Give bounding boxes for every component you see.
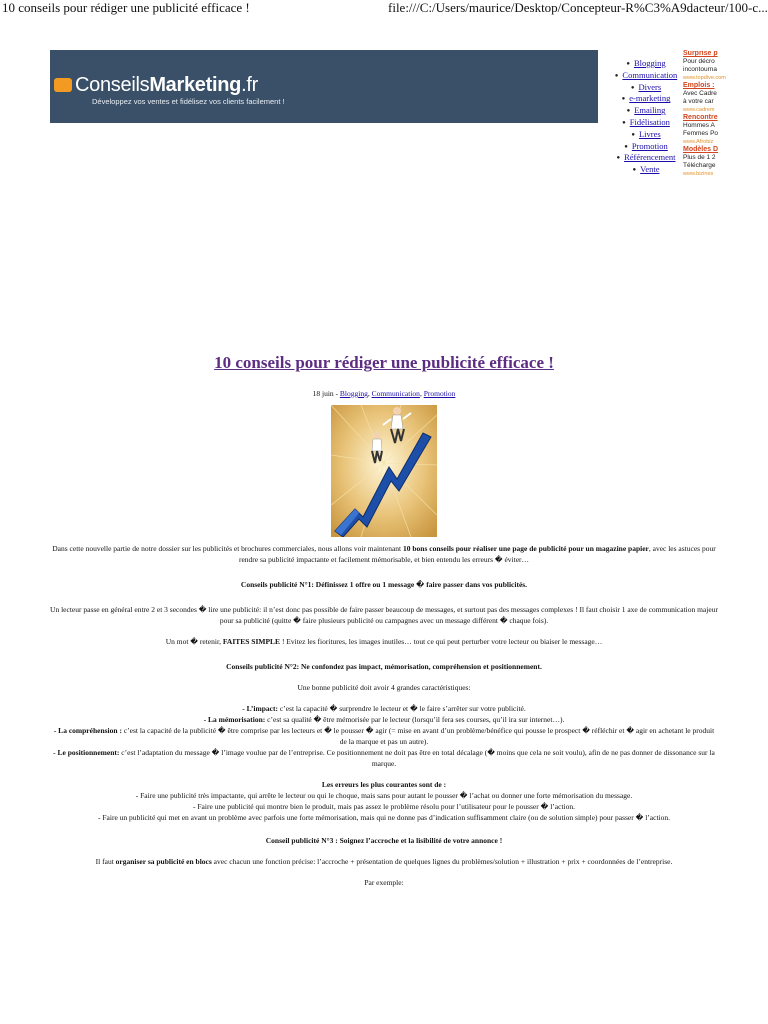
category-list [608,58,684,176]
ad-text: à votre car [683,98,714,105]
intro-paragraph [50,543,718,565]
ad-url[interactable]: www.topdive.com [683,75,726,81]
tag-link[interactable]: Blogging [339,389,368,398]
paragraph-text: ! Evitez les fioritures, les images inutiles… tout ce qui peut perturber votre lecteur ou biaiser le message… [280,637,603,646]
ad-text: Avec Cadre [683,90,717,97]
article-date: 18 juin - [312,389,340,398]
bullet-icon: ● [630,84,635,91]
ad-url[interactable]: www.bizines [683,171,714,177]
category-link[interactable]: Blogging [633,58,666,68]
speech-bubble-icon [54,78,72,92]
logo-part-2: Marketing [149,74,242,96]
paragraph-text: avec chacun une fonction précise: l’accroche + présentation de quelques lignes du problèmes/solution + illustration + prix + coordonnées de l’entreprise. [211,857,673,866]
article [50,352,718,888]
ad-title[interactable]: Rencontre [683,114,718,121]
list-item-label: - L’impact: [242,704,278,713]
category-link[interactable]: Livres [638,128,661,139]
ad-text: Pour décro [683,58,715,65]
intro-bold: 10 bons conseils pour réaliser une page de publicité pour un magazine papier [403,544,649,553]
tag-link[interactable]: Promotion [423,389,456,398]
paragraph-bold: organiser sa publicité en blocs [115,857,212,866]
ad-column [683,50,768,190]
bullet-icon: ● [632,167,637,174]
section-heading: Conseils publicité N°1: Définissez 1 offre ou 1 message � faire passer dans vos publicités. [240,580,528,589]
ad-block[interactable] [683,50,768,82]
paragraph-text: Un mot � retenir, [165,637,223,646]
bullet-icon: ● [622,119,626,126]
tag-link[interactable]: Communication [371,389,420,398]
bullet-icon: ● [626,61,630,67]
site-logo[interactable] [54,74,258,97]
list-item: - Faire un publicité qui met en avant un problème avec parfois une forte mémorisation, mais qui ne donne pas d’indication suffisamment claire (ou de solution simple) pour passer � l’action. [98,813,670,822]
ad-block[interactable] [683,82,768,114]
paragraph: Un lecteur passe en général entre 2 et 3 secondes � lire une publicité: il n’est donc pas possible de faire passer beaucoup de messages, et surtout pas des messages complexes ! Il faut choisir 1 axe de communication majeur pour sa publicité (quitte � faire plusieurs publicité ou campagnes avec un message différent � chaque fois). [50,605,718,625]
logo-part-3: .fr [241,74,258,96]
ad-text: incontourna [683,66,717,73]
category-link[interactable]: Promotion [631,140,668,151]
list-item [50,725,718,747]
list-item-text: c’est l’adaptation du message � l’image voulue par de l’entreprise. Ce positionnement ne doit pas être en total décalage (� moins que cela ne soit voulu), afin de ne pas donner de dissonance sur la marque. [119,748,715,768]
category-link[interactable]: Référencement [624,152,676,163]
category-link[interactable]: Communication [622,69,678,80]
list-item [50,747,718,769]
category-link[interactable]: Vente [640,164,660,175]
bullet-icon: ● [631,131,635,138]
intro-text: , avec les astuces pour rendre sa publicité impactante et facilement mémorisable, et bien entendu les erreurs � éviter… [238,544,716,564]
section-heading: Conseils publicité N°2: Ne confondez pas impact, mémorisation, compréhension et positionnement. [226,662,542,671]
ad-title[interactable]: Modèles D [683,146,719,153]
category-link[interactable]: Divers [638,81,662,92]
article-meta: 18 juin - Blogging, Communication, Promotion [312,389,456,398]
list-item-label: - La compréhension : [53,726,122,735]
list-item [50,714,718,725]
list-item [50,703,718,714]
paragraph [50,636,718,647]
list-item-label: - Le positionnement: [53,748,120,757]
characteristics-list [50,703,718,769]
bullet-icon: ● [621,96,626,103]
paragraph-text: Il faut [95,857,116,866]
paragraph: Par exemple: [364,878,404,887]
ad-url[interactable]: www.cadrem [683,107,715,113]
list-item: - Faire une publicité qui montre bien le produit, mais pas assez le problème résolu pour l’utilisateur pour le pousser � l’action. [193,802,575,811]
paragraph-bold: FAITES SIMPLE [222,637,281,646]
ad-text: Femmes Po [683,130,719,137]
intro-text: Dans cette nouvelle partie de notre dossier sur les publicités et brochures commerciales, nous allons voir maintenant [52,544,403,553]
section-heading: Les erreurs les plus courantes sont de : [321,780,447,789]
paragraph [50,856,718,867]
article-title[interactable]: 10 conseils pour rédiger une publicité efficace ! [214,353,554,372]
category-link[interactable]: Emailing [634,105,666,116]
ad-text: Télécharge [683,162,716,169]
bullet-icon: ● [614,72,619,79]
list-item: - Faire une publicité très impactante, qui arrête le lecteur ou qui le choque, mais sans pour autant le pousser � l’achat ou donner une forte mémorisation du message. [135,791,633,800]
growth-chart-illustration [331,405,437,537]
ad-text: Hommes A [683,122,715,129]
list-item-text: c’est la capacité � surprendre le lecteur et � le faire s’arrêter sur votre publicité. [278,704,526,713]
bullet-icon: ● [626,108,631,115]
category-link[interactable]: e-marketing [629,93,671,104]
paragraph: Une bonne publicité doit avoir 4 grandes caractéristiques: [297,683,471,692]
logo-part-1: Conseils [75,74,150,96]
ad-block[interactable] [683,114,768,146]
browser-url: file:///C:/Users/maurice/Desktop/Concepteur-R%C3%A9dacteur/100-c... [388,0,768,15]
list-item-text: c’est la capacité de la publicité � être comprise par les lecteurs et � le pousser � agir (= mise en avant d’un problème/bénéfice qui pousse le prospect � réfléchir et � agir en achetant le produit de la marque et pas un autre). [121,726,715,746]
category-link[interactable]: Fidélisation [629,116,670,127]
bullet-icon: ● [624,143,628,150]
list-item-label: - La mémorisation: [203,715,266,724]
ad-url[interactable]: www.Afrobiz [683,139,714,145]
list-item-text: c’est sa qualité � être mémorisée par le lecteur (lorsqu’il fera ses courses, qu’il ira sur internet…). [265,715,565,724]
site-banner[interactable] [50,50,598,123]
ad-text: Plus de 1 2 [683,154,716,161]
bullet-icon: ● [616,155,621,162]
ad-title[interactable]: Emplois : [683,82,715,89]
section-heading: Conseil publicité N°3 : Soignez l’accroche et la lisibilité de votre annonce ! [265,836,503,845]
site-tagline: Développez vos ventes et fidélisez vos clients facilement ! [92,97,285,106]
browser-page-title: 10 conseils pour rédiger une publicité efficace ! [2,0,250,15]
ad-block[interactable] [683,146,768,178]
ad-title[interactable]: Surprise p [683,50,718,57]
